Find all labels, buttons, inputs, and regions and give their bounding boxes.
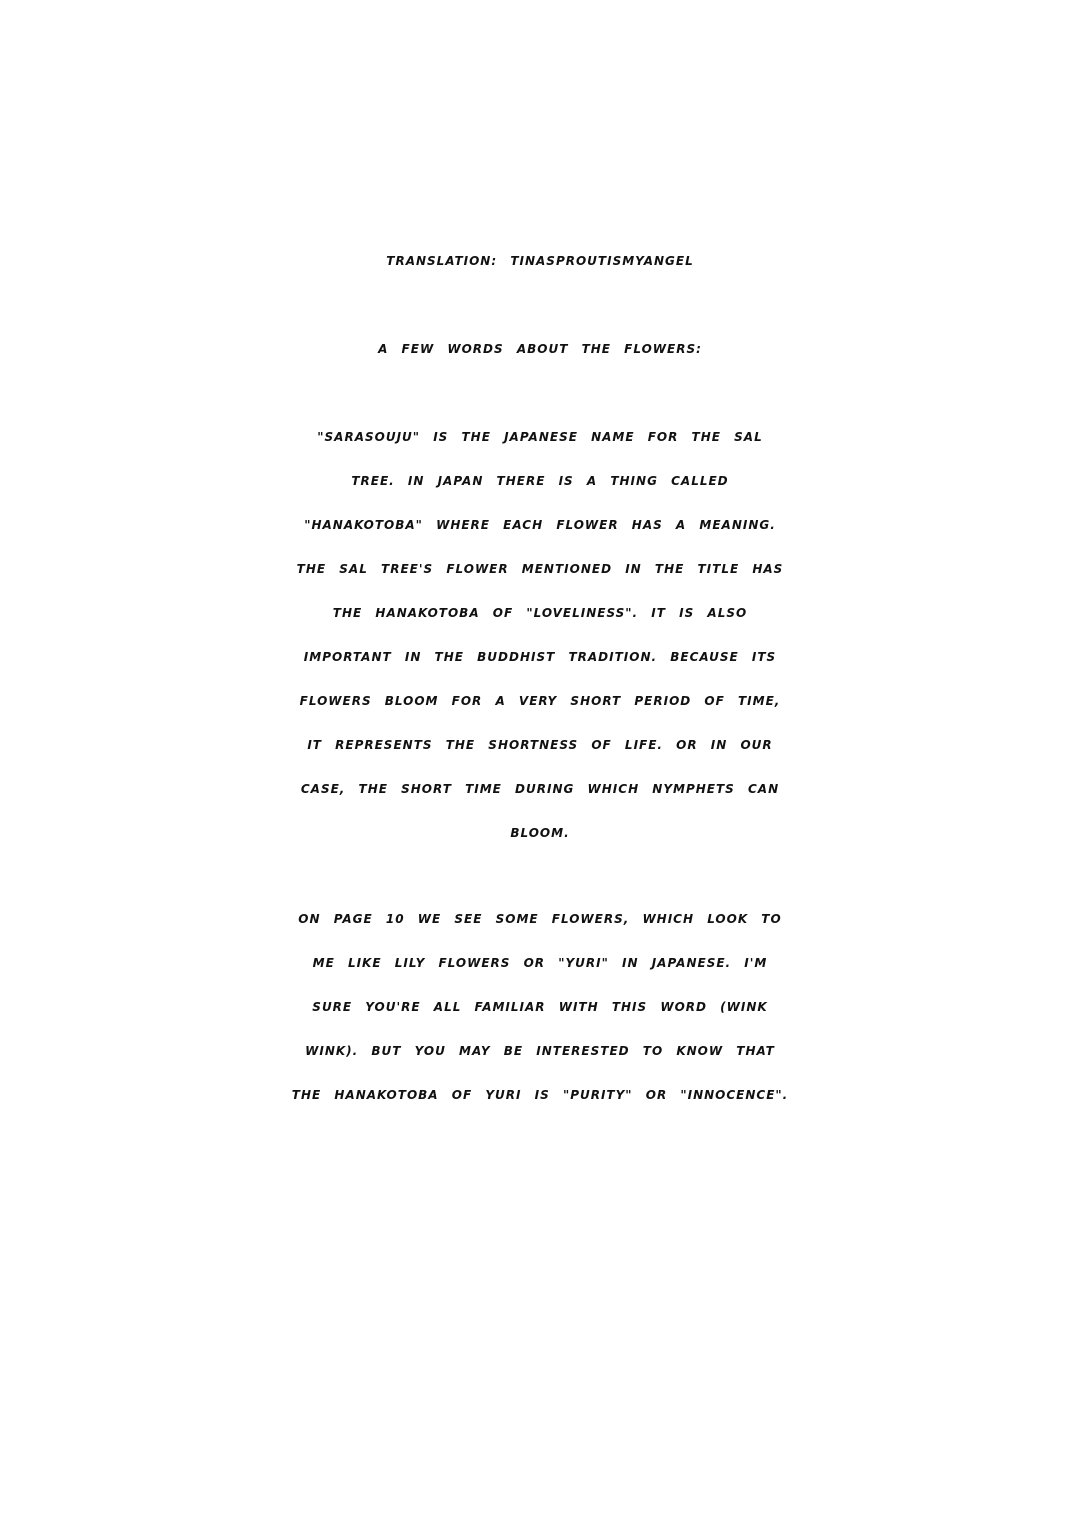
paragraph-line: "SARASOUJU" IS THE JAPANESE NAME FOR THE SAL xyxy=(317,430,763,444)
paragraph-line: THE HANAKOTOBA OF YURI IS "PURITY" OR "INNOCENCE". xyxy=(291,1088,789,1102)
paragraph-line: SURE YOU'RE ALL FAMILIAR WITH THIS WORD (WINK xyxy=(312,1000,768,1014)
paragraph-line: TREE. IN JAPAN THERE IS A THING CALLED xyxy=(351,474,729,488)
paragraph-line: THE SAL TREE'S FLOWER MENTIONED IN THE TITLE HAS xyxy=(296,562,784,576)
paragraph-line: IMPORTANT IN THE BUDDHIST TRADITION. BECAUSE ITS xyxy=(303,650,777,664)
paragraph-line: BLOOM. xyxy=(510,826,570,840)
section-heading: A FEW WORDS ABOUT THE FLOWERS: xyxy=(378,342,702,356)
paragraph-line: "HANAKOTOBA" WHERE EACH FLOWER HAS A MEANING. xyxy=(304,518,776,532)
paragraph-line: ME LIKE LILY FLOWERS OR "YURI" IN JAPANESE. I'M xyxy=(312,956,768,970)
translation-credit: TRANSLATION: TINASPROUTISMYANGEL xyxy=(386,254,694,268)
paragraph-line: FLOWERS BLOOM FOR A VERY SHORT PERIOD OF TIME, xyxy=(299,694,781,708)
paragraph-line: IT REPRESENTS THE SHORTNESS OF LIFE. OR IN OUR xyxy=(307,738,773,752)
paragraph-line: THE HANAKOTOBA OF "LOVELINESS". IT IS ALSO xyxy=(332,606,748,620)
paragraph-line: WINK). BUT YOU MAY BE INTERESTED TO KNOW THAT xyxy=(305,1044,775,1058)
paragraph-line: ON PAGE 10 WE SEE SOME FLOWERS, WHICH LOOK TO xyxy=(298,912,782,926)
paragraph-line: CASE, THE SHORT TIME DURING WHICH NYMPHETS CAN xyxy=(300,782,780,796)
